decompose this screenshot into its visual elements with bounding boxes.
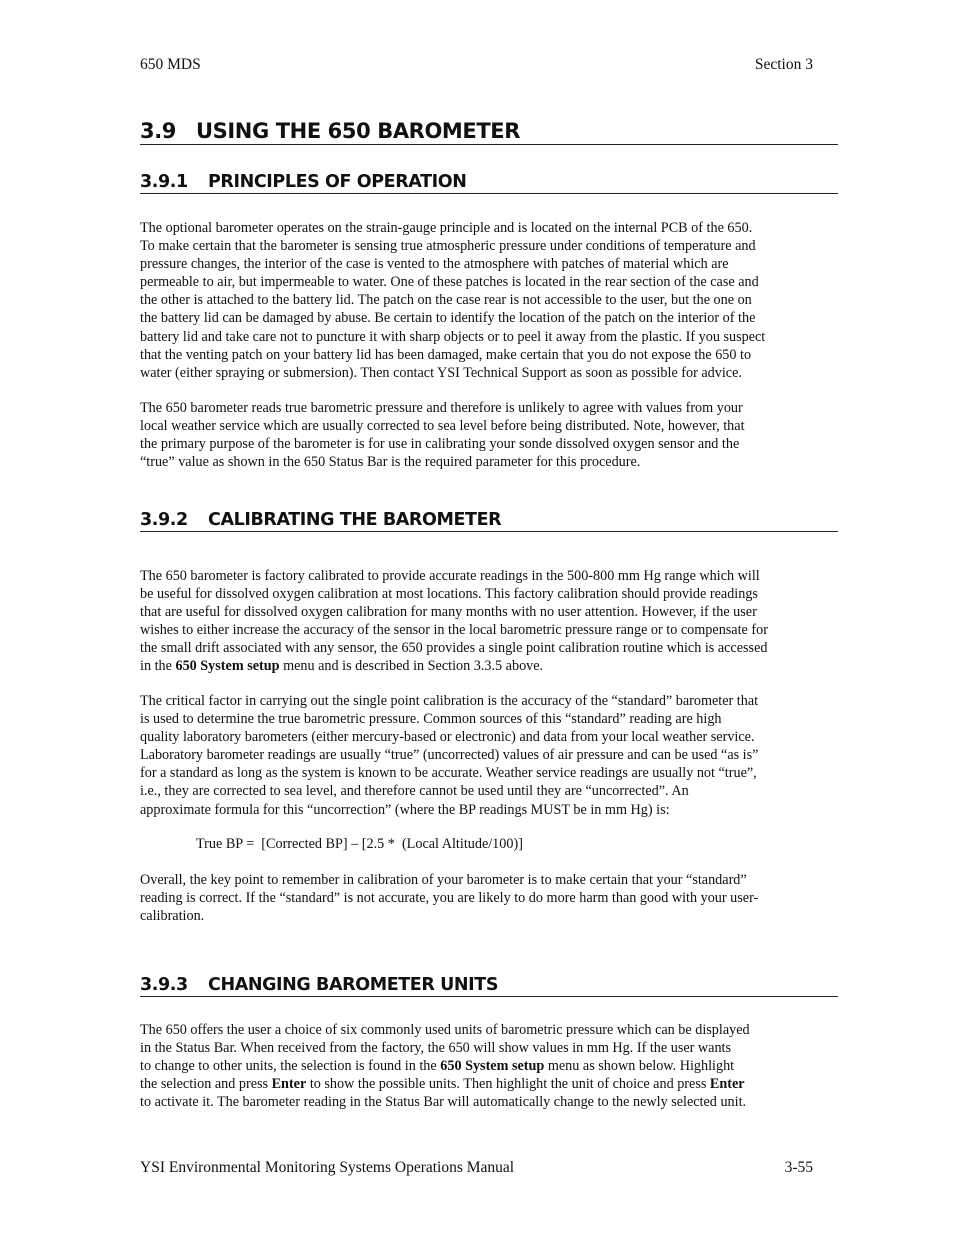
subsection-number: 3.9.3 — [140, 975, 188, 995]
text-line: quality laboratory barometers (either mercury-based or electronic) and data from your local weather service. — [140, 729, 755, 746]
text-line: The critical factor in carrying out the single point calibration is the accuracy of the “standard” barometer that — [140, 693, 759, 709]
text-line: wishes to either increase the accuracy of the sensor in the local barometric pressure range or to compensate for — [140, 622, 768, 639]
text-line: The 650 barometer is factory calibrated to provide accurate readings in the 500-800 mm Hg range which will — [140, 568, 760, 584]
text-line: the battery lid can be damaged by abuse. Be certain to identify the location of the patch on the interior of the — [140, 310, 756, 327]
text-line: pressure changes, the interior of the case is vented to the atmosphere with patches of material which are — [140, 256, 729, 273]
subsection-heading-principles — [140, 172, 838, 194]
text-run: to change to other units, the selection is found in the — [140, 1058, 441, 1075]
text-line: battery lid and take care not to puncture it with sharp objects or to peel it away from the plastic. If you suspect — [140, 328, 766, 345]
text-line — [140, 1075, 815, 1093]
text-line — [140, 657, 815, 675]
text-line: The 650 barometer reads true barometric pressure and therefore is unlikely to agree with values from your — [140, 400, 743, 416]
key-name-bold: Enter — [709, 1076, 745, 1093]
page-header — [140, 56, 813, 74]
text-line: Laboratory barometer readings are usually “true” (uncorrected) values of air pressure and can be used “as is” — [140, 747, 759, 764]
key-name-bold: Enter — [271, 1076, 307, 1093]
paragraph-calibrating-2 — [140, 692, 815, 819]
text-run: menu as shown below. Highlight — [544, 1058, 735, 1075]
text-run: to show the possible units. Then highlight the unit of choice and press — [306, 1076, 710, 1093]
text-line: that are useful for dissolved oxygen calibration for many months with no user attention. However, if the user — [140, 604, 757, 621]
text-line: To make certain that the barometer is sensing true atmospheric pressure under conditions of temperature and — [140, 238, 756, 255]
text-line: i.e., they are corrected to sea level, and therefore cannot be used until they are “uncorrected”. An — [140, 783, 689, 800]
formula-true-bp: True BP = [Corrected BP] – [2.5 * (Local Altitude/100)] — [196, 836, 523, 852]
text-line: that the venting patch on your battery lid has been damaged, make certain that you do not expose the 650 to — [140, 346, 752, 363]
subsection-heading-calibrating — [140, 510, 838, 532]
text-line: the primary purpose of the barometer is for use in calibrating your sonde dissolved oxygen sensor and the — [140, 436, 740, 453]
header-right: Section 3 — [754, 56, 813, 73]
subsection-heading-units — [140, 975, 838, 997]
section-number: 3.9 — [140, 119, 177, 143]
text-line: for a standard as long as the system is known to be accurate. Weather service readings are usually not “true”, — [140, 765, 757, 782]
text-run: the selection and press — [140, 1076, 272, 1093]
text-run: in the — [140, 658, 176, 675]
text-line: The 650 offers the user a choice of six commonly used units of barometric pressure which can be displayed — [140, 1022, 750, 1038]
paragraph-principles-1 — [140, 219, 815, 382]
paragraph-calibrating-3 — [140, 871, 815, 925]
subsection-number: 3.9.2 — [140, 510, 188, 530]
text-line: the other is attached to the battery lid. The patch on the case rear is not accessible to the user, but the one on — [140, 292, 752, 309]
text-line: the small drift associated with any sensor, the 650 provides a single point calibration routine which is accessed — [140, 640, 768, 657]
subsection-title: CALIBRATING THE BAROMETER — [208, 510, 502, 530]
header-left: 650 MDS — [140, 56, 201, 73]
page-number: 3-55 — [784, 1159, 813, 1176]
subsection-title: CHANGING BAROMETER UNITS — [208, 975, 499, 995]
menu-name-bold: 650 System setup — [175, 658, 280, 675]
text-line: local weather service which are usually corrected to sea level before being distributed. Note, however, that — [140, 418, 745, 435]
text-line: is used to determine the true barometric pressure. Common sources of this “standard” reading are high — [140, 711, 722, 728]
footer-left: YSI Environmental Monitoring Systems Operations Manual — [140, 1159, 515, 1176]
section-heading — [140, 119, 838, 145]
text-line: be useful for dissolved oxygen calibration at most locations. This factory calibration should provide readings — [140, 586, 758, 603]
text-line: “true” value as shown in the 650 Status Bar is the required parameter for this procedure. — [140, 454, 641, 471]
subsection-title: PRINCIPLES OF OPERATION — [208, 172, 467, 192]
menu-name-bold: 650 System setup — [440, 1058, 545, 1075]
paragraph-calibrating-1 — [140, 567, 815, 676]
text-line: to activate it. The barometer reading in the Status Bar will automatically change to the newly selected unit. — [140, 1094, 747, 1111]
text-line: water (either spraying or submersion). Then contact YSI Technical Support as soon as possible for advice. — [140, 364, 742, 381]
text-line — [140, 1057, 815, 1075]
text-line: approximate formula for this “uncorrection” (where the BP readings MUST be in mm Hg) is: — [140, 801, 670, 818]
text-line: Overall, the key point to remember in calibration of your barometer is to make certain that your “standard” — [140, 872, 747, 888]
text-run: menu and is described in Section 3.3.5 above. — [279, 658, 544, 675]
paragraph-principles-2 — [140, 399, 815, 471]
text-line: reading is correct. If the “standard” is not accurate, you are likely to do more harm than good with your user- — [140, 890, 759, 907]
section-title: USING THE 650 BAROMETER — [196, 119, 520, 143]
page-footer — [140, 1159, 813, 1177]
text-line: permeable to air, but impermeable to water. One of these patches is located in the rear section of the case and — [140, 274, 759, 291]
subsection-number: 3.9.1 — [140, 172, 188, 192]
text-line: in the Status Bar. When received from the factory, the 650 will show values in mm Hg. If the user wants — [140, 1040, 732, 1057]
text-line: The optional barometer operates on the strain-gauge principle and is located on the internal PCB of the 650. — [140, 220, 753, 236]
text-line: calibration. — [140, 908, 205, 925]
paragraph-units-1 — [140, 1021, 815, 1111]
